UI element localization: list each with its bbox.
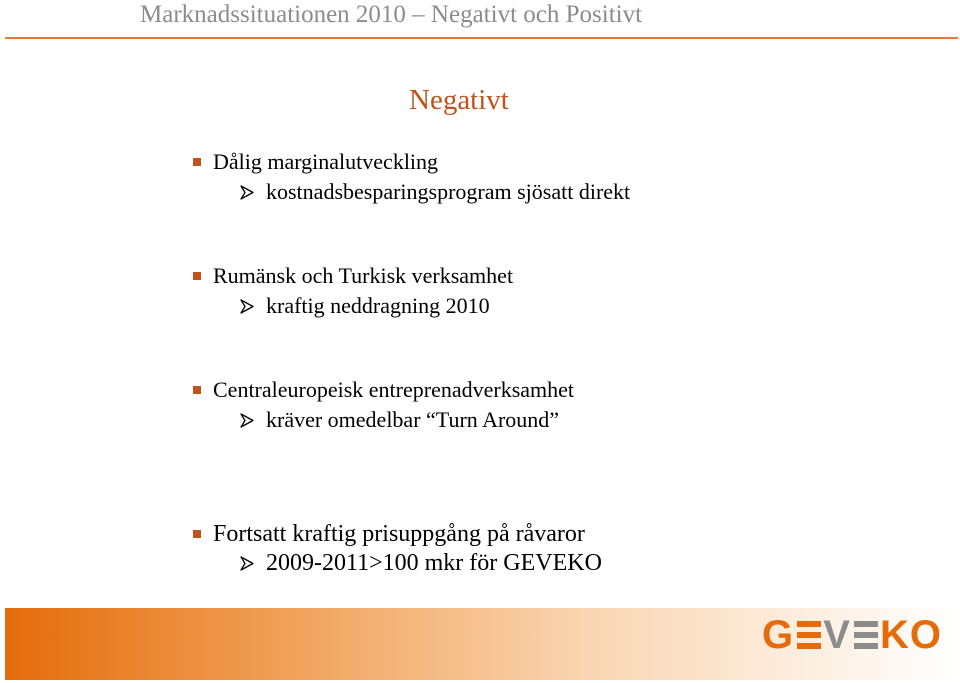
slide-title: Marknadssituationen 2010 – Negativt och Positivt: [140, 1, 643, 28]
arrowhead-bullet-icon: [240, 299, 254, 314]
logo-e-glyph: [797, 619, 820, 651]
arrowhead-bullet-icon: [240, 413, 254, 428]
geveko-logo: [762, 615, 942, 655]
sub-bullet-text: 2009-2011>100 mkr för GEVEKO: [266, 550, 602, 576]
square-bullet-icon: [193, 272, 201, 280]
bullet-text: Rumänsk och Turkisk verksamhet: [213, 263, 514, 288]
square-bullet-icon: [193, 386, 201, 394]
sub-bullet-text: kraftig neddragning 2010: [266, 293, 490, 318]
bullet-text: Dålig marginalutveckling: [213, 149, 439, 174]
logo-text-left: G: [762, 613, 795, 657]
arrowhead-bullet-icon: [240, 556, 254, 571]
section-heading: Negativt: [409, 84, 509, 116]
title-divider: [5, 37, 958, 39]
logo-text-middle: V: [823, 613, 851, 657]
sub-bullet-text: kostnadsbesparingsprogram sjösatt direkt: [266, 179, 631, 204]
square-bullet-icon: [193, 530, 201, 538]
logo-text-right: KO: [880, 613, 942, 657]
logo-e-glyph: [854, 619, 877, 651]
sub-bullet-text: kräver omedelbar “Turn Around”: [266, 407, 560, 432]
arrowhead-bullet-icon: [240, 185, 254, 200]
bullet-text: Fortsatt kraftig prisuppgång på råvaror: [213, 521, 585, 547]
square-bullet-icon: [193, 158, 201, 166]
bullet-text: Centraleuropeisk entreprenadverksamhet: [213, 377, 575, 402]
